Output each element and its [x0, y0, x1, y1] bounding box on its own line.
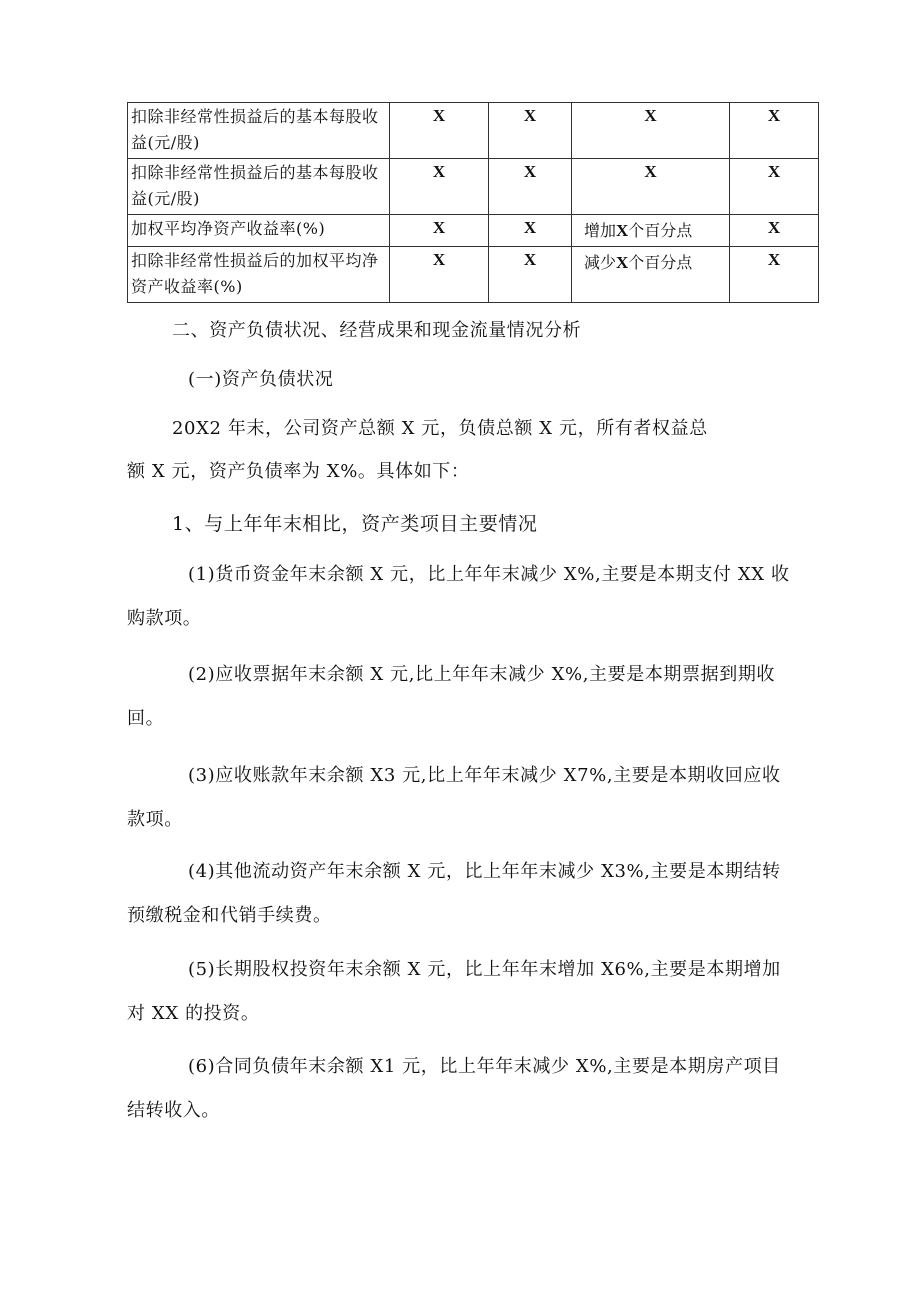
cell-value: X: [730, 247, 819, 303]
cell-value: X: [390, 247, 489, 303]
change-suffix: 个百分点: [628, 221, 693, 240]
paragraph-line: 回。: [127, 708, 165, 729]
cell-value: X: [730, 215, 819, 247]
cell-value: X: [390, 215, 489, 247]
change-value: X: [616, 253, 629, 272]
summary-line-2: 额 X 元，资产负债率为 X%。具体如下：: [127, 461, 470, 482]
metrics-table: [127, 102, 819, 303]
paragraph-line: (5)长期股权投资年末余额 X 元，比上年年末增加 X6%,主要是本期增加: [188, 959, 781, 980]
cell-value: X: [489, 215, 572, 247]
table-row: [128, 215, 819, 247]
item-heading: 1、与上年年末相比，资产类项目主要情况: [172, 513, 538, 535]
cell-value: X: [572, 159, 730, 215]
subsection-heading: (一)资产负债状况: [188, 369, 334, 390]
cell-value: X: [730, 103, 819, 159]
change-value: X: [616, 221, 629, 240]
change-prefix: 减少: [584, 253, 617, 272]
cell-value: X: [489, 159, 572, 215]
paragraph-line: (1)货币资金年末余额 X 元，比上年年末减少 X%,主要是本期支付 XX 收: [188, 564, 790, 585]
row-label: 扣除非经常性损益后的加权平均净资产收益率(%): [128, 247, 390, 303]
summary-line-1: 20X2 年末，公司资产总额 X 元，负债总额 X 元，所有者权益总: [172, 418, 708, 439]
paragraph-line: (3)应收账款年末余额 X3 元,比上年年末减少 X7%,主要是本期收回应收: [188, 765, 781, 786]
cell-value: X: [572, 103, 730, 159]
paragraph-line: 对 XX 的投资。: [127, 1003, 260, 1024]
table-row: [128, 159, 819, 215]
cell-value: X: [390, 159, 489, 215]
paragraph-line: (2)应收票据年末余额 X 元,比上年年末减少 X%,主要是本期票据到期收: [188, 664, 776, 685]
table-row: [128, 103, 819, 159]
cell-value: X: [489, 247, 572, 303]
cell-value: X: [730, 159, 819, 215]
change-prefix: 增加: [584, 221, 617, 240]
change-suffix: 个百分点: [628, 253, 693, 272]
cell-value: X: [489, 103, 572, 159]
cell-change: [572, 247, 730, 303]
paragraph-line: 购款项。: [127, 608, 202, 629]
paragraph-line: (4)其他流动资产年末余额 X 元，比上年年末减少 X3%,主要是本期结转: [188, 861, 781, 882]
row-label: 扣除非经常性损益后的基本每股收益(元/股): [128, 103, 390, 159]
section-heading: 二、资产负债状况、经营成果和现金流量情况分析: [172, 320, 582, 341]
paragraph-line: 款项。: [127, 809, 183, 830]
row-label: 扣除非经常性损益后的基本每股收益(元/股): [128, 159, 390, 215]
cell-value: X: [390, 103, 489, 159]
paragraph-line: 预缴税金和代销手续费。: [127, 905, 332, 926]
row-label: 加权平均净资产收益率(%): [128, 215, 390, 247]
paragraph-line: 结转收入。: [127, 1100, 220, 1121]
table-row: [128, 247, 819, 303]
paragraph-line: (6)合同负债年末余额 X1 元，比上年年末减少 X%,主要是本期房产项目: [188, 1056, 781, 1077]
cell-change: [572, 215, 730, 247]
